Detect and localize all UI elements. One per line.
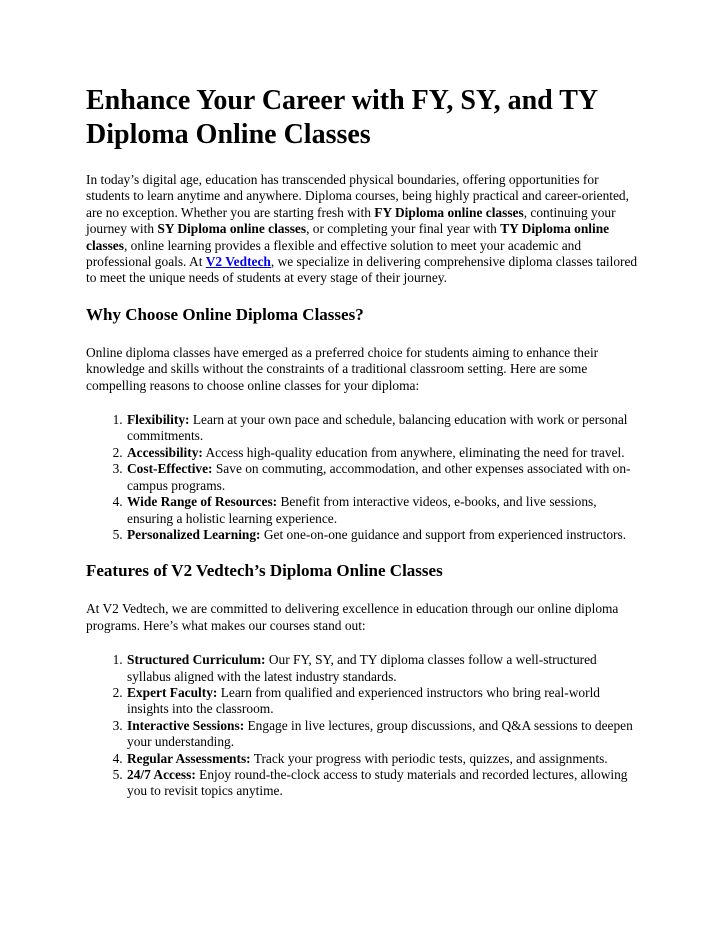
list-item (126, 685, 642, 718)
intro-text-2: , continuing your journey with (86, 204, 616, 237)
list-item (126, 527, 642, 543)
list-item (126, 461, 642, 494)
list-item (126, 718, 642, 751)
list-item-label: Wide Range of Resources: (127, 494, 278, 510)
list-item-text: Learn from qualified and experienced instructors who bring real-world insights into the classroom. (127, 684, 600, 717)
list-item (126, 767, 642, 800)
list-item-label: Accessibility: (127, 444, 203, 460)
list-item-text: Access high-quality education from anywhere, eliminating the need for travel. (202, 444, 625, 460)
list-item-text: Our FY, SY, and TY diploma classes follow a well-structured syllabus aligned with the latest industry standards. (127, 652, 597, 684)
intro-text-1: In today’s digital age, education has transcended physical boundaries, offering opportunities for students to learn anytime and anywhere. Diploma courses, being highly practical and career-oriented, are no exception. Whether you are starting fresh with (86, 172, 629, 220)
page-title: Enhance Your Career with FY, SY, and TY Diploma Online Classes (86, 85, 598, 150)
features-list (86, 652, 642, 800)
list-item-label: Personalized Learning: (127, 526, 261, 542)
list-item (126, 652, 642, 685)
list-item-label: Structured Curriculum: (127, 652, 266, 668)
features-intro-paragraph: At V2 Vedtech, we are committed to delivering excellence in education through our online diploma programs. Here’s what makes our courses stand out: (86, 601, 619, 633)
list-item-label: Flexibility: (127, 412, 190, 428)
list-item-text: Track your progress with periodic tests, quizzes, and assignments. (250, 750, 608, 766)
why-intro-paragraph: Online diploma classes have emerged as a preferred choice for students aiming to enhance their knowledge and skills without the constraints of a traditional classroom setting. Here are some compelling reasons to choose online classes for your diploma: (86, 344, 599, 393)
intro-bold-fy: FY Diploma online classes (374, 204, 524, 220)
list-item-text: Engage in live lectures, group discussions, and Q&A sessions to deepen your understanding. (127, 717, 633, 750)
list-item-label: Interactive Sessions: (127, 717, 245, 733)
features-heading: Features of V2 Vedtech’s Diploma Online Classes (86, 561, 443, 581)
why-heading: Why Choose Online Diploma Classes? (86, 304, 364, 324)
intro-text-3: , or completing your final year with (306, 221, 501, 237)
list-item-label: Regular Assessments: (127, 750, 251, 766)
intro-bold-sy: SY Diploma online classes (157, 221, 307, 237)
intro-bold-ty: TY Diploma online classes (86, 221, 610, 253)
list-item (126, 494, 642, 527)
document-page (86, 84, 642, 818)
list-item-text: Save on commuting, accommodation, and other expenses associated with on-campus programs. (127, 461, 631, 493)
list-item (126, 751, 642, 767)
list-item-text: Get one-on-one guidance and support from experienced instructors. (260, 526, 627, 542)
list-item-text: Enjoy round-the-clock access to study materials and recorded lectures, allowing you to revisit topics anytime. (127, 766, 628, 799)
list-item (126, 412, 642, 445)
list-item-label: 24/7 Access: (127, 766, 196, 782)
list-item-label: Expert Faculty: (127, 684, 218, 700)
list-item-text: Learn at your own pace and schedule, balancing education with work or personal commitments. (127, 412, 628, 444)
intro-paragraph (86, 172, 642, 287)
list-item-label: Cost-Effective: (127, 461, 213, 477)
intro-text-5: , we specialize in delivering comprehensive diploma classes tailored to meet the unique needs of students at every stage of their journey. (86, 254, 638, 286)
list-item (126, 445, 642, 461)
why-list (86, 412, 642, 543)
v2-vedtech-link[interactable]: V2 Vedtech (205, 254, 271, 270)
list-item-text: Benefit from interactive videos, e-books, and live sessions, ensuring a holistic learning experience. (127, 494, 597, 526)
intro-text-4: , online learning provides a flexible and effective solution to meet your academic and professional goals. At (86, 237, 582, 270)
